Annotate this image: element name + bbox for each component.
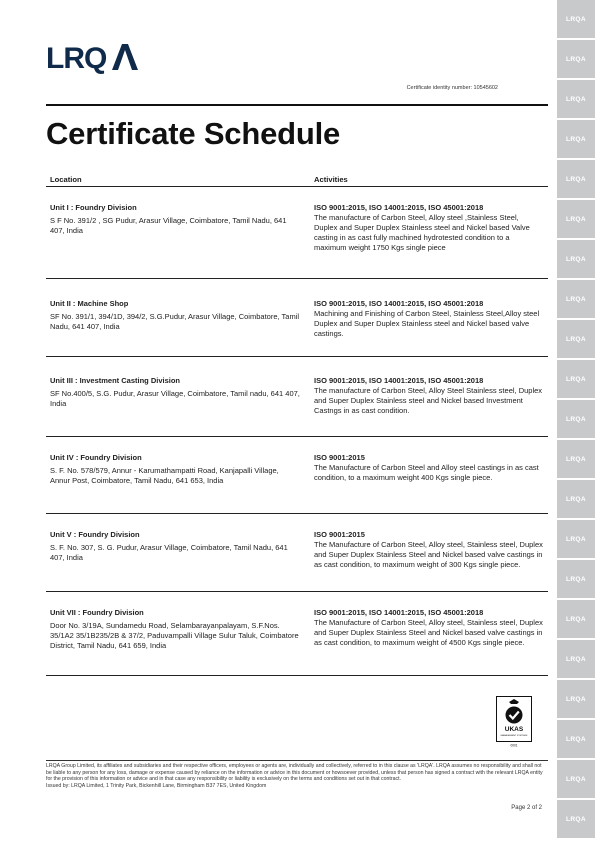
schedule-row (46, 279, 548, 357)
unit-standards: ISO 9001:2015, ISO 14001:2015, ISO 45001:2018 (314, 376, 484, 385)
unit-address: SF No. 391/1, 394/1D, 394/2, S.G.Pudur, Arasur Village, Coimbatore, Tamil Nadu, 641 407, India (50, 312, 300, 331)
side-strip-label: LRQA (557, 80, 595, 120)
side-strip-label: LRQA (557, 160, 595, 200)
side-strip-label: LRQA (557, 400, 595, 440)
side-strip-label: LRQA (557, 560, 595, 600)
side-strip-label: LRQA (557, 760, 595, 800)
unit-standards: ISO 9001:2015, ISO 14001:2015, ISO 45001:2018 (314, 299, 484, 308)
ukas-number: 0001 (510, 743, 518, 748)
unit-activity: The Manufacture of Carbon Steel and Alloy steel castings in as cast condition, to a maximum weight 400 Kgs single piece. (314, 463, 539, 482)
unit-standards: ISO 9001:2015 (314, 453, 365, 462)
page-title: Certificate Schedule (46, 116, 341, 151)
side-strip-label: LRQA (557, 600, 595, 640)
side-strip-label: LRQA (557, 680, 595, 720)
unit-activity: The Manufacture of Carbon Steel, Alloy steel, Stainless steel, Duplex and Super Duplex Stainless Steel and Nickel based valve castings in as cast condition, to maximum weight of 300 Kgs single piece. (314, 540, 543, 569)
side-strip-label: LRQA (557, 360, 595, 400)
footer-disclaimer (46, 763, 548, 789)
side-strip-label: LRQA (557, 720, 595, 760)
schedule-row (46, 592, 548, 676)
side-strip-label: LRQA (557, 280, 595, 320)
unit-name: Unit III : Investment Casting Division (50, 376, 181, 385)
unit-address: SF No.400/5, S.G. Pudur, Arasur Village, Coimbatore, Tamil nadu, 641 407, India (50, 389, 300, 408)
disclaimer-text: LRQA Group Limited, its affiliates and subsidiaries and their respective officers, employees or agents are, individually and collectively, referred to in this clause as 'LRQA'. LRQA assumes no responsibility and shall not be liable to any person for any loss, damage or expense caused by reliance on the information or advice in this document or howsoever provided, unless that person has signed a contract with the relevant LRQA entity for the provision of this information or advice and in that case any responsibility or liability is exclusively on the terms and conditions set out in that contract. (46, 763, 543, 783)
unit-standards: ISO 9001:2015, ISO 14001:2015, ISO 45001:2018 (314, 608, 484, 617)
schedule-row (46, 187, 548, 279)
schedule-row (46, 437, 548, 514)
side-strip-label: LRQA (557, 520, 595, 560)
schedule-row (46, 514, 548, 592)
unit-address: S F No. 391/2 , SG Pudur, Arasur Village, Coimbatore, Tamil Nadu, 641 407, India (50, 216, 287, 235)
page-number: Page 2 of 2 (511, 805, 542, 811)
side-strip-label: LRQA (557, 480, 595, 520)
unit-activity: The manufacture of Carbon Steel, Alloy Steel Stainless steel, Duplex and Super Duplex Stainless steel and Nickel based Investment Castngs in as cast condition. (314, 386, 543, 415)
ukas-text: UKAS (504, 726, 524, 733)
side-strip-label: LRQA (557, 800, 595, 840)
ukas-accreditation-mark (496, 696, 532, 748)
side-strip-label: LRQA (557, 320, 595, 360)
unit-name: Unit II : Machine Shop (50, 299, 129, 308)
side-strip-label: LRQA (557, 200, 595, 240)
side-strip-label: LRQA (557, 240, 595, 280)
svg-text:LRQ: LRQ (46, 42, 107, 74)
side-strip-label: LRQA (557, 120, 595, 160)
lrqa-logo (46, 40, 142, 74)
issued-by-text: Issued by: LRQA Limited, 1 Trinity Park, Bickenhill Lane, Birmingham B37 7ES, United Kingdom (46, 782, 267, 789)
unit-activity: Machining and Finishing of Carbon Steel, Stainless Steel,Alloy steel Duplex and Super Duplex Stainless steel and Nickel based valve castings. (314, 309, 540, 338)
unit-name: Unit I : Foundry Division (50, 203, 137, 212)
activities-column-header: Activities (314, 175, 348, 184)
side-strip-label: LRQA (557, 0, 595, 40)
side-strip-label: LRQA (557, 40, 595, 80)
certificate-identity-number: Certificate identity number: 10545602 (406, 85, 498, 91)
footer-divider (46, 760, 548, 761)
unit-activity: The manufacture of Carbon Steel, Alloy steel ,Stainless Steel, Duplex and Super Duplex Stainless steel and Nickel based Valve casting in as cast fully machined hydrotested condition to a maximum weight 1750 Kgs single piece (314, 213, 530, 252)
unit-name: Unit IV : Foundry Division (50, 453, 142, 462)
ukas-subtext: MANAGEMENT SYSTEMS (500, 735, 528, 737)
unit-address: S. F. No. 578/579, Annur - Karumathampatti Road, Kanjapalli Village, Annur Post, Coimbatore, Tamil Nadu, 641 653, India (50, 466, 279, 485)
unit-address: Door No. 3/19A, Sundamedu Road, Selambarayanpalayam, S.F.Nos. 35/1A2 35/1B235/2B & 37/2, Paduvampalli Village Sulur Taluk, Coimbatore District, Tamil Nadu, 641 659, India (50, 621, 299, 650)
unit-address: S. F. No. 307, S. G. Pudur, Arasur Village, Coimbatore, Tamil Nadu, 641 407, India (50, 543, 288, 562)
unit-activity: The Manufacture of Carbon Steel, Alloy steel, Stainless steel, Duplex and Super Duplex Stainless Steel and Nickel based valve castings in as cast condition, to maximum weight of 4500 Kgs single piece. (314, 618, 543, 647)
top-divider (46, 104, 548, 106)
unit-name: Unit VII : Foundry Division (50, 608, 144, 617)
side-strip-label: LRQA (557, 440, 595, 480)
unit-standards: ISO 9001:2015 (314, 530, 365, 539)
side-strip-label: LRQA (557, 640, 595, 680)
schedule-row (46, 357, 548, 437)
unit-name: Unit V : Foundry Division (50, 530, 140, 539)
location-column-header: Location (50, 175, 82, 184)
side-brand-strip (557, 0, 595, 842)
unit-standards: ISO 9001:2015, ISO 14001:2015, ISO 45001:2018 (314, 203, 484, 212)
